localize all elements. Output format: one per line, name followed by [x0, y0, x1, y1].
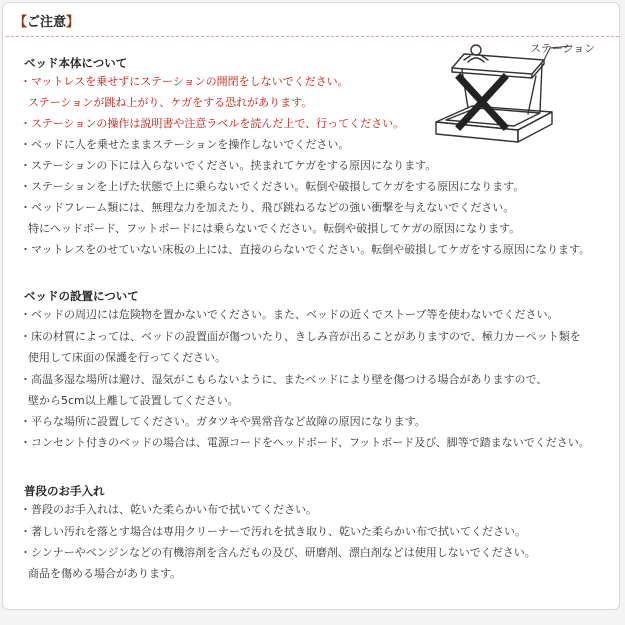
- bed-body-line: ステーションが跳ね上がり、ケガをする恐れがあります。: [28, 96, 313, 109]
- installation-line: ・平らな場所に設置してください。ガタツキや異常音など故障の原因になります。: [20, 415, 426, 428]
- installation-line: ・床の材質によっては、ベッドの設置面が傷ついたり、きしみ音が出ることがありますので、極力カーペット類を: [20, 330, 581, 343]
- caution-heading: [14, 11, 79, 30]
- bed-body-line: ・ベッドに人を乗せたままステーションを操作しないでください。: [20, 138, 350, 151]
- care-line: 商品を傷める場合があります。: [28, 567, 182, 580]
- heading-open-bracket: 【: [14, 15, 28, 30]
- installation-line: ・ベッドの周辺には危険物を置かないでください。また、ベッドの近くでストーブ等を使わないでください。: [20, 308, 559, 321]
- heading-close-bracket: 】: [66, 15, 80, 30]
- bed-body-line: ・マットレスを乗せずにステーションの開閉をしないでください。: [20, 75, 349, 88]
- installation-line: 使用して床面の保護を行ってください。: [28, 351, 226, 364]
- section-title-installation: ベッドの設置について: [24, 289, 139, 303]
- care-line: ・普段のお手入れは、乾いた柔らかい布で拭いてください。: [20, 503, 317, 516]
- care-line: ・シンナーやベンジンなどの有機溶剤を含んだもの及び、研磨剤、漂白剤などは使用しないでください。: [20, 546, 536, 559]
- bed-body-line: ・ステーションを上げた状態で上に乗らないでください。転倒や破損してケガをする原因になります。: [20, 180, 525, 193]
- bed-body-line: 特にヘッドボード、フットボードには乗らないでください。転倒や破損してケガの原因になります。: [28, 222, 521, 235]
- heading-text: ご注意: [27, 15, 67, 30]
- section-title-care: 普段のお手入れ: [24, 484, 105, 498]
- bed-body-line: ・ステーションの下には入らないでください。挟まれてケガをする原因になります。: [20, 159, 437, 172]
- installation-line: ・高温多湿な場所は避け、湿気がこもらないように、またベッドにより壁を傷つける場合がありますので、: [20, 373, 548, 386]
- section-title-bed-body: ベッド本体について: [24, 56, 128, 70]
- care-line: ・著しい汚れを落とす場合は専用クリーナーで汚れを拭き取り、乾いた柔らかい布で拭いてください。: [20, 525, 526, 538]
- installation-line: ・コンセント付きのベッドの場合は、電源コードをヘッドボード、フットボード及び、脚等で踏まないでください。: [20, 436, 590, 449]
- station-label: ステーション: [530, 42, 596, 55]
- bed-body-line: ・ステーションの操作は説明書や注意ラベルを読んだ上で、行ってください。: [20, 117, 405, 130]
- installation-line: 壁から5cm以上離して設置してください。: [28, 394, 239, 407]
- bed-body-line: ・マットレスをのせていない床板の上には、直接のらないでください。転倒や破損してケガをする原因になります。: [20, 243, 591, 256]
- bed-body-line: ・ベッドフレーム類には、無理な力を加えたり、飛び跳ねるなどの強い衝撃を与えないでください。: [20, 201, 515, 214]
